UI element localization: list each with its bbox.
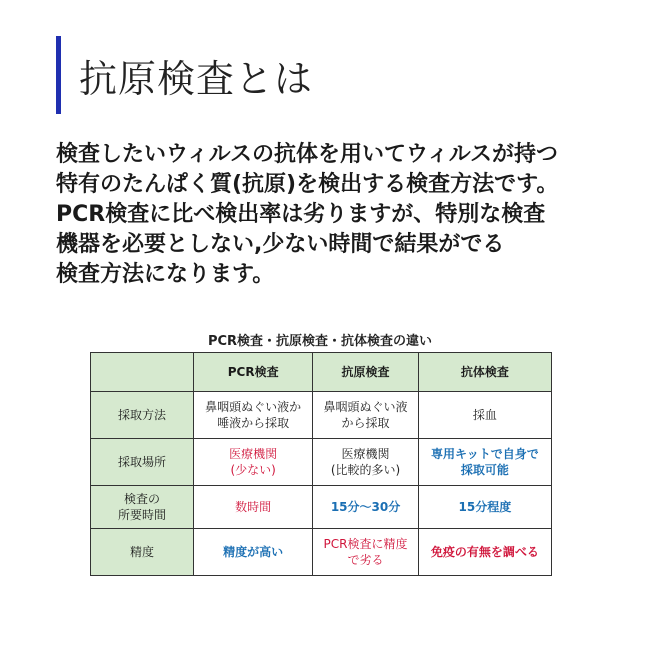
- cell-line: 唾液から採取: [217, 416, 290, 430]
- cell-line: で劣る: [347, 553, 384, 567]
- cell-antibody: [418, 439, 551, 486]
- description: [56, 140, 626, 290]
- row-label: 採取場所: [91, 439, 194, 486]
- table-row: [91, 486, 552, 529]
- description-line: 機器を必要としない,少ない時間で結果がでる: [56, 232, 505, 257]
- cell-line: 精度が高い: [223, 545, 284, 559]
- title-accent-bar: [56, 36, 61, 114]
- header-antigen: 抗原検査: [313, 353, 418, 392]
- cell-line: PCR検査に精度: [323, 537, 408, 551]
- header-antibody: 抗体検査: [418, 353, 551, 392]
- cell-line: 鼻咽頭ぬぐい液: [323, 400, 408, 414]
- cell-antibody: [418, 392, 551, 439]
- row-label: 精度: [91, 529, 194, 576]
- cell-antibody: [418, 529, 551, 576]
- cell-antibody: [418, 486, 551, 529]
- title-block: [56, 36, 313, 114]
- cell-pcr: [194, 486, 313, 529]
- table-header-row: [91, 353, 552, 392]
- row-label-line: 所要時間: [117, 508, 166, 522]
- cell-pcr: [194, 529, 313, 576]
- cell-antigen: [313, 486, 418, 529]
- row-label: 採取方法: [91, 392, 194, 439]
- row-label-line: 検査の: [123, 492, 160, 506]
- cell-line: 医療機関: [229, 447, 278, 461]
- cell-line: から採取: [341, 416, 390, 430]
- cell-line: 採血: [472, 408, 497, 422]
- cell-antigen: [313, 439, 418, 486]
- comparison-table: [90, 352, 552, 576]
- cell-line: 採取可能: [460, 463, 509, 477]
- cell-line: 15分〜30分: [330, 500, 401, 514]
- table-row: [91, 529, 552, 576]
- page-title: 抗原検査とは: [79, 56, 314, 101]
- cell-line: (比較的多い): [330, 463, 401, 477]
- description-line: 検査方法になります。: [56, 262, 275, 287]
- cell-line: 15分程度: [458, 500, 512, 514]
- cell-line: 免疫の有無を調べる: [430, 545, 539, 559]
- cell-line: 鼻咽頭ぬぐい液か: [205, 400, 302, 414]
- header-empty: [91, 353, 194, 392]
- table-row: [91, 439, 552, 486]
- table-row: [91, 392, 552, 439]
- cell-pcr: [194, 439, 313, 486]
- cell-line: 医療機関: [341, 447, 390, 461]
- description-line: 検査したいウィルスの抗体を用いてウィルスが持つ: [56, 142, 559, 167]
- table-caption: PCR検査・抗原検査・抗体検査の違い: [207, 334, 433, 349]
- cell-antigen: [313, 529, 418, 576]
- description-line: PCR検査に比べ検出率は劣りますが、特別な検査: [56, 202, 546, 227]
- cell-line: 数時間: [235, 500, 272, 514]
- row-label: [91, 486, 194, 529]
- header-pcr: PCR検査: [194, 353, 313, 392]
- description-line: 特有のたんぱく質(抗原)を検出する検査方法です。: [56, 172, 559, 197]
- cell-antigen: [313, 392, 418, 439]
- cell-pcr: [194, 392, 313, 439]
- cell-line: 専用キットで自身で: [430, 447, 539, 461]
- cell-line: (少ない): [230, 463, 276, 477]
